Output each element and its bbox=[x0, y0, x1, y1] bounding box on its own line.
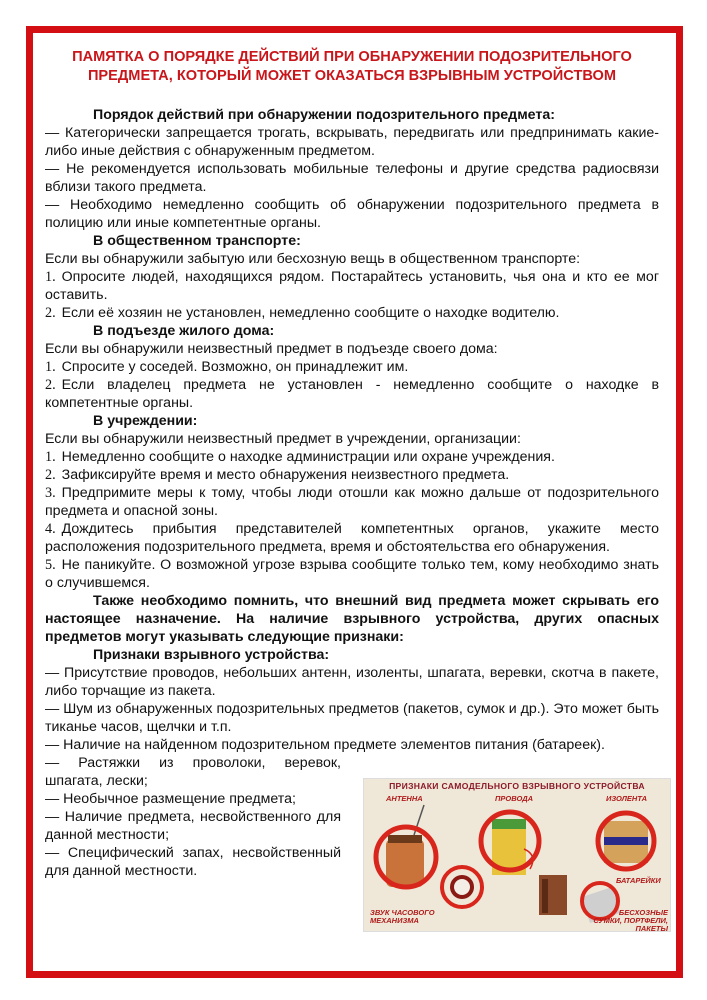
memo-content bbox=[45, 48, 668, 964]
warning-paragraph: Также необходимо помнить, что внешний вид предмета может скрывать его настоящее назначение. На наличие взрывного устройства, других опасных предметов могут указывать следующие признаки: bbox=[45, 593, 659, 645]
label-tape: ИЗОЛЕНТА bbox=[606, 794, 648, 803]
parcel-box-icon bbox=[598, 813, 654, 869]
item-number: 1. bbox=[45, 449, 56, 465]
juice-box-icon bbox=[481, 812, 539, 875]
item-number: 2. bbox=[45, 305, 56, 321]
list-item: — Категорически запрещается трогать, вскрывать, передвигать или предпринимать какие-либо иные действия с обнаруженным предметом. bbox=[45, 125, 659, 159]
section-intro: Если вы обнаружили забытую или бесхозную вещь в общественном транспорте: bbox=[45, 251, 581, 267]
section-heading-transport: В общественном транспорте: bbox=[93, 233, 301, 249]
numbered-item bbox=[45, 304, 659, 322]
item-text: Немедленно сообщите о находке администрации или охране учреждения. bbox=[61, 449, 555, 465]
item-number: 5. bbox=[45, 557, 56, 573]
bag-icon bbox=[539, 875, 567, 915]
item-text: Опросите людей, находящихся рядом. Постарайтесь установить, чья она и кто ее мог оставить. bbox=[45, 269, 659, 303]
item-number: 2. bbox=[45, 467, 56, 483]
item-number: 4. bbox=[45, 521, 56, 537]
page-title: ПАМЯТКА О ПОРЯДКЕ ДЕЙСТВИЙ ПРИ ОБНАРУЖЕНИИ ПОДОЗРИТЕЛЬНОГО ПРЕДМЕТА, КОТОРЫЙ МОЖЕТ ОКАЗАТЬСЯ ВЗРЫВНЫМ УСТРОЙСТВОМ bbox=[72, 49, 632, 84]
label-clock: ЗВУК ЧАСОВОГО МЕХАНИЗМА bbox=[370, 908, 435, 925]
section-heading-entrance: В подъезде жилого дома: bbox=[93, 323, 275, 339]
label-bags: БЕСХОЗНЫЕ СУМКИ, ПОРТФЕЛИ, ПАКЕТЫ bbox=[593, 908, 668, 933]
section-intro: Если вы обнаружили неизвестный предмет в учреждении, организации: bbox=[45, 431, 521, 447]
label-wires: ПРОВОДА bbox=[495, 794, 534, 803]
alarm-clock-icon bbox=[442, 867, 482, 907]
section-heading-signs: Признаки взрывного устройства: bbox=[93, 647, 330, 663]
label-antenna: АНТЕННА bbox=[386, 794, 423, 803]
label-batteries: БАТАРЕЙКИ bbox=[616, 876, 661, 885]
list-item: — Присутствие проводов, небольших антенн, изоленты, шпагата, веревки, скотча в пакете, либо торчащие из пакета. bbox=[45, 665, 659, 699]
jar-icon bbox=[376, 805, 436, 887]
item-number: 1. bbox=[45, 269, 56, 285]
list-item: — Растяжки из проволоки, веревок, шпагата, лески; bbox=[45, 755, 341, 789]
item-text: Спросите у соседей. Возможно, он принадлежит им. bbox=[61, 359, 409, 375]
numbered-item bbox=[45, 376, 659, 412]
list-item: — Специфический запах, несвойственный для данной местности. bbox=[45, 845, 341, 879]
section-heading-institution: В учреждении: bbox=[93, 413, 198, 429]
numbered-item bbox=[45, 466, 659, 484]
list-item: — Наличие предмета, несвойственного для данной местности; bbox=[45, 809, 341, 843]
item-text: Если владелец предмета не установлен - немедленно сообщите о находке в компетентные органы. bbox=[45, 377, 659, 411]
signs-narrow-list bbox=[45, 754, 341, 880]
list-item: — Необычное размещение предмета; bbox=[45, 791, 296, 807]
item-number: 1. bbox=[45, 359, 56, 375]
item-text: Не паникуйте. О возможной угрозе взрыва сообщите только тем, кому необходимо знать о случившемся. bbox=[45, 557, 659, 591]
item-text: Зафиксируйте время и место обнаружения неизвестного предмета. bbox=[61, 467, 510, 483]
explosive-signs-illustration bbox=[363, 778, 671, 932]
list-item: — Наличие на найденном подозрительном предмете элементов питания (батареек). bbox=[45, 737, 605, 753]
section-heading-actions: Порядок действий при обнаружении подозрительного предмета: bbox=[93, 107, 555, 123]
numbered-item bbox=[45, 358, 659, 376]
list-item: — Необходимо немедленно сообщить об обнаружении подозрительного предмета в полицию или иные компетентные органы. bbox=[45, 197, 659, 231]
numbered-item bbox=[45, 268, 659, 304]
numbered-item bbox=[45, 520, 659, 556]
section-intro: Если вы обнаружили неизвестный предмет в подъезде своего дома: bbox=[45, 341, 498, 357]
list-item: — Не рекомендуется использовать мобильные телефоны и другие средства радиосвязи вблизи такого предмета. bbox=[45, 161, 659, 195]
item-text: Если её хозяин не установлен, немедленно сообщите о находке водителю. bbox=[61, 305, 560, 321]
item-text: Предпримите меры к тому, чтобы люди отошли как можно дальше от подозрительного предмета и опасной зоны. bbox=[45, 485, 659, 519]
item-number: 3. bbox=[45, 485, 56, 501]
list-item: — Шум из обнаруженных подозрительных предметов (пакетов, сумок и др.). Это может быть тиканье часов, щелчки и т.п. bbox=[45, 701, 659, 735]
item-text: Дождитесь прибытия представителей компетентных органов, укажите место расположения подозрительного предмета, время и обстоятельства его обнаружения. bbox=[45, 521, 659, 555]
numbered-item bbox=[45, 448, 659, 466]
item-number: 2. bbox=[45, 377, 56, 393]
signs-bottom-block bbox=[45, 754, 668, 964]
numbered-item bbox=[45, 484, 659, 520]
numbered-item bbox=[45, 556, 659, 592]
illustration-title: ПРИЗНАКИ САМОДЕЛЬНОГО ВЗРЫВНОГО УСТРОЙСТВА bbox=[389, 781, 645, 791]
